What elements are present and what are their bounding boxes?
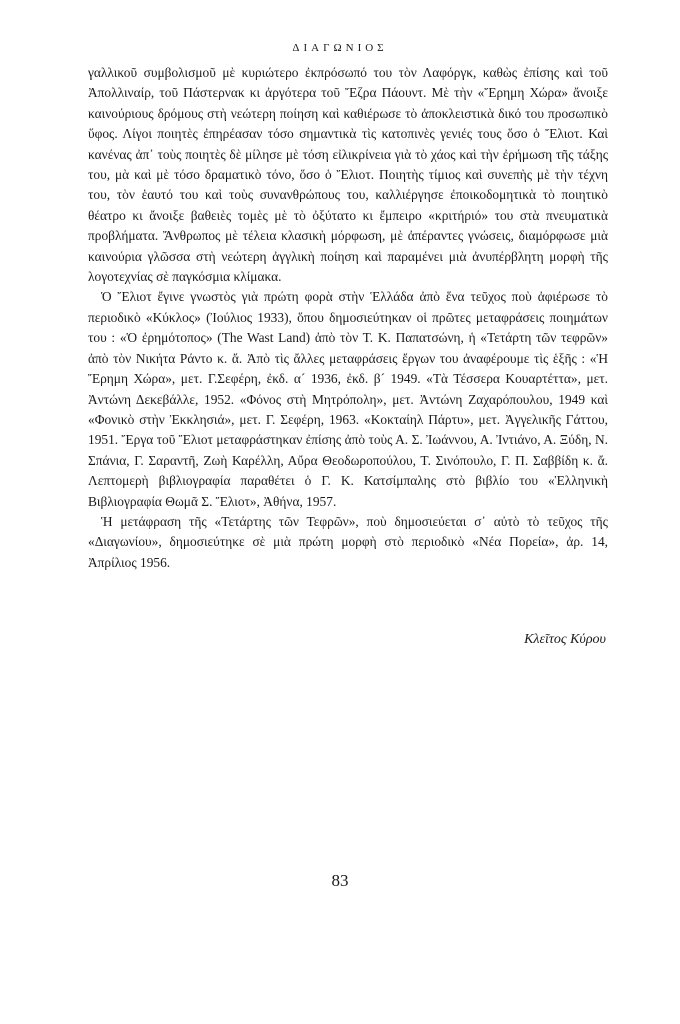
article-body xyxy=(88,63,608,573)
paragraph-continuation: γαλλικοῦ συμβολισμοῦ μὲ κυριώτερο ἐκπρόσωπό του τὸν Λαφόργκ, καθὼς ἐπίσης καὶ τοῦ Ἀπολλιναίρ, τοῦ Πάστερνακ κι ἀργότερα τοῦ Ἔζρα Πάουντ. Μὲ τὴν «Ἔρημη Χώρα» ἄνοιξε καινούριους δρόμους στὴ νεώτερη ποίηση καὶ καθιέρωσε τὸ ἀποκλειστικὰ δικό του προσωπικὸ ὕφος. Λίγοι ποιητὲς ἐπηρέασαν τόσο σημαντικὰ τὶς κατοπινὲς γενιές τους ὅσο ὁ Ἔλιοτ. Καὶ κανένας ἀπ᾽ τοὺς ποιητὲς δὲ μίλησε μὲ τόση εἰλικρίνεια γιὰ τὸ χάος καὶ τὴν ἐρήμωση τῆς τάξης του, μὰ καὶ μὲ τόσο δραματικὸ τόνο, ὅσο ὁ Ἔλιοτ. Ποιητὴς τίμιος καὶ συνεπὴς μὲ τὴν τέχνη του, τὸν ἑαυτό του καὶ τοὺς συνανθρώπους του, καλλιέργησε ἐποικοδομητικὰ τὸ ποιητικὸ θέατρο κι ἄνοιξε βαθειὲς τομὲς μὲ τὸ ὀξύτατο κι ἔμπειρο «κριτήριό» του στὰ πνευματικὰ προβλήματα. Ἄνθρωπος μὲ τέλεια κλασικὴ μόρφωση, μὲ ἀπέραντες γνώσεις, διαμόρφωσε μιὰ καινούρια γλῶσσα στὴ νεώτερη ἀγγλικὴ ποίηση καὶ παραμένει μιὰ ἀνυπέρβλητη μορφὴ τῆς λογοτεχνίας σὲ παγκόσμια κλίμακα. xyxy=(88,65,608,285)
page-number: 83 xyxy=(331,871,349,890)
running-header: ΔΙΑΓΩΝΙΟΣ xyxy=(292,42,388,54)
paragraph-translation-note: Ἡ μετάφραση τῆς «Τετάρτης τῶν Τεφρῶν», ποὺ δημοσιεύεται σ᾽ αὐτὸ τὸ τεῦχος τῆς «Διαγωνίου», δημοσιεύτηκε σὲ μιὰ πρώτη μορφὴ στὸ περιοδικὸ «Νέα Πορεία», ἀρ. 14, Ἀπρίλιος 1956. xyxy=(88,513,608,570)
author-signature: Κλεῖτος Κύρου xyxy=(524,632,606,647)
paragraph-translations-history: Ὁ Ἔλιοτ ἔγινε γνωστὸς γιὰ πρώτη φορὰ στὴν Ἑλλάδα ἀπὸ ἕνα τεῦχος ποὺ ἀφιέρωσε τὸ περιοδικὸ «Κύκλος» (Ἰούλιος 1933), ὅπου δημοσιεύτηκαν οἱ πρῶτες μεταφράσεις ποιημάτων του : «Ὁ ἐρημότοπος» (The Wast Land) ἀπὸ τὸν Τ. Κ. Παπατσώνη, ἡ «Τετάρτη τῶν τεφρῶν» ἀπὸ τὸν Νικήτα Ράντο κ. ἄ. Ἀπὸ τὶς ἄλλες μεταφράσεις ἔργων του ἀναφέρουμε τὶς ἑξῆς : «Ἡ Ἔρημη Χώρα», μετ. Γ.Σεφέρη, ἐκδ. α´ 1936, ἐκδ. β´ 1949. «Τὰ Τέσσερα Κουαρτέττα», μετ. Ἀντώνη Δεκεβάλλε, 1952. «Φόνος στὴ Μητρόπολη», μετ. Ἀντώνη Ζαχαρόπουλου, 1949 καὶ «Φονικὸ στὴν Ἐκκλησιά», μετ. Γ. Σεφέρη, 1963. «Κοκταίηλ Πάρτυ», μετ. Ἀγγελικῆς Γάττου, 1951. Ἔργα τοῦ Ἔλιοτ μεταφράστηκαν ἐπίσης ἀπὸ τοὺς Α. Σ. Ἰωάννου, Α. Ἰντιάνο, Α. Ξύδη, Ν. Σπάνια, Γ. Σαραντῆ, Ζωὴ Καρέλλη, Αὔρα Θεοδωροπούλου, Τ. Σινόπουλο, Γ. Π. Σαββίδη κ. ἄ. Λεπτομερὴ βιβλιογραφία παραθέτει ὁ Γ. Κ. Κατσίμπαλης στὸ βιβλίο του «Ἑλληνικὴ Βιβλιογραφία Θωμᾶ Σ. Ἔλιοτ», Ἀθήνα, 1957. xyxy=(88,289,608,509)
